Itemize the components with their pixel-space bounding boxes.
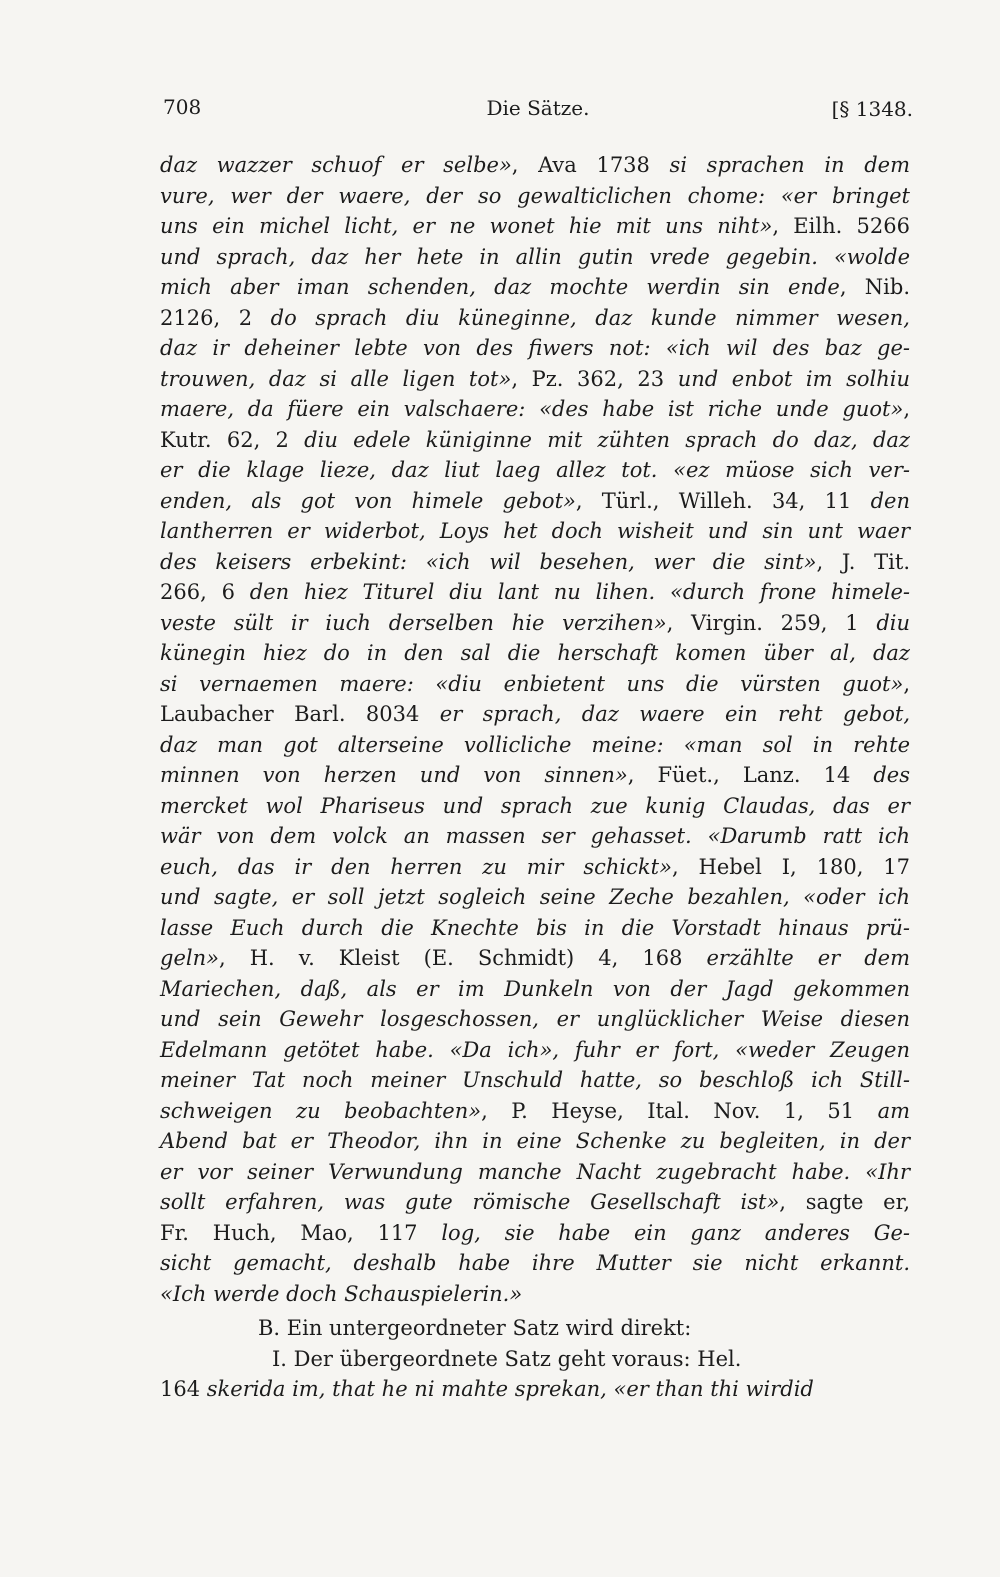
italic-text-segment: Edelmann getötet habe. «Da ich», fuhr er fort, «weder Zeugen <box>160 1037 910 1062</box>
roman-text-segment: , sagte er, <box>779 1190 910 1214</box>
roman-text-segment: B. Ein untergeordneter Satz wird direkt: <box>258 1316 692 1340</box>
roman-text-segment: , Türl., Willeh. 34, 11 <box>575 488 871 513</box>
body-text <box>160 150 910 1405</box>
text-line <box>160 1313 910 1344</box>
text-line <box>160 303 910 334</box>
italic-text-segment: Mariechen, daß, als er im Dunkeln von der Jagd gekommen <box>160 976 910 1001</box>
text-line <box>160 211 910 242</box>
text-line <box>160 760 910 791</box>
text-line <box>160 577 910 608</box>
text-line <box>160 943 910 974</box>
italic-text-segment: enden, als got von himele gebot» <box>160 488 576 513</box>
text-line <box>160 1279 910 1310</box>
text-line <box>160 1035 910 1066</box>
italic-text-segment: lantherren er widerbot, Loys het doch wisheit und sin unt waer <box>160 519 910 543</box>
running-title: Die Sätze. <box>486 96 590 120</box>
roman-text-segment: Kutr. 62, 2 <box>160 427 305 452</box>
text-line <box>160 669 910 700</box>
italic-text-segment: lasse Euch durch die Knechte bis in die Vorstadt hinaus prü- <box>160 915 910 940</box>
text-line <box>160 638 910 669</box>
italic-text-segment: daz ir deheiner lebte von des fiwers not: «ich wil des baz ge- <box>160 336 910 360</box>
page-header <box>163 95 913 129</box>
italic-text-segment: mich aber iman schenden, daz mochte werdin sin ende <box>160 275 840 299</box>
italic-text-segment: minnen von herzen und von sinnen» <box>160 763 628 787</box>
italic-text-segment: skerida im, that he ni mahte sprekan, «er than thi wirdid <box>206 1377 814 1401</box>
text-line <box>160 1218 910 1249</box>
text-line <box>160 608 910 639</box>
section-reference: [§ 1348. <box>831 97 913 121</box>
italic-text-segment: euch, das ir den herren zu mir schickt» <box>160 854 672 879</box>
roman-text-segment: , <box>903 397 910 421</box>
roman-text-segment: 266, 6 <box>160 580 250 604</box>
roman-text-segment: , Füet., Lanz. 14 <box>627 763 874 787</box>
text-line <box>160 791 910 822</box>
italic-text-segment: «Ich werde doch Schauspielerin.» <box>160 1281 523 1306</box>
roman-text-segment: Laubacher Barl. 8034 <box>160 702 440 726</box>
roman-text-segment: , Hebel I, 180, 17 <box>671 854 911 879</box>
text-line <box>160 913 910 944</box>
italic-text-segment: veste sült ir iuch derselben hie verzihen» <box>160 610 667 635</box>
italic-text-segment: künegin hiez do in den sal die herschaft komen über al, daz <box>160 641 910 665</box>
roman-text-segment: , Pz. 362, 23 <box>511 366 678 391</box>
italic-text-segment: den <box>870 488 910 513</box>
italic-text-segment: maere, da füere ein valschaere: «des habe ist riche unde guot» <box>160 397 904 421</box>
text-line <box>160 852 910 883</box>
italic-text-segment: meiner Tat noch meiner Unschuld hatte, so beschloß ich Still- <box>160 1068 910 1092</box>
italic-text-segment: und sagte, er soll jetzt sogleich seine Zeche bezahlen, «oder ich <box>160 885 910 909</box>
roman-text-segment: , Eilh. 5266 <box>772 214 911 238</box>
italic-text-segment: und sprach, daz her hete in allin gutin vrede gegebin. «wolde <box>160 244 910 269</box>
text-line <box>160 394 910 425</box>
text-line <box>160 1065 910 1096</box>
italic-text-segment: schweigen zu beobachten» <box>160 1098 482 1123</box>
text-line <box>160 1248 910 1279</box>
italic-text-segment: er die klage lieze, daz liut laeg allez tot. «ez müose sich ver- <box>160 458 910 482</box>
roman-text-segment: 2126, 2 <box>160 305 271 330</box>
roman-text-segment: 164 <box>160 1377 207 1401</box>
text-line <box>160 1374 910 1405</box>
text-line <box>160 547 910 578</box>
italic-text-segment: sicht gemacht, deshalb habe ihre Mutter sie nicht erkannt. <box>160 1251 910 1275</box>
text-line <box>160 1344 910 1375</box>
roman-text-segment: , <box>903 671 910 696</box>
italic-text-segment: am <box>877 1098 910 1123</box>
italic-text-segment: wär von dem volck an massen ser gehasset. «Darumb ratt ich <box>160 824 910 848</box>
text-line <box>160 974 910 1005</box>
text-line <box>160 181 910 212</box>
roman-text-segment: I. Der übergeordnete Satz geht voraus: Hel. <box>272 1346 742 1371</box>
roman-text-segment: , Virgin. 259, 1 <box>666 610 877 635</box>
italic-text-segment: den hiez Titurel diu lant nu lihen. «durch frone himele- <box>249 580 910 604</box>
text-line <box>160 699 910 730</box>
italic-text-segment: und sein Gewehr losgeschossen, er unglücklicher Weise diesen <box>160 1007 910 1031</box>
italic-text-segment: si sprachen in dem <box>669 153 911 177</box>
italic-text-segment: trouwen, daz si alle ligen tot» <box>160 366 512 391</box>
italic-text-segment: diu edele küniginne mit zühten sprach do daz, daz <box>304 427 910 452</box>
italic-text-segment: sollt erfahren, was gute römische Gesellschaft ist» <box>160 1190 780 1214</box>
italic-text-segment: uns ein michel licht, er ne wonet hie mit uns niht» <box>160 214 773 238</box>
italic-text-segment: des keisers erbekint: «ich wil besehen, wer die sint» <box>160 549 817 574</box>
roman-text-segment: , P. Heyse, Ital. Nov. 1, 51 <box>481 1098 878 1123</box>
italic-text-segment: Abend bat er Theodor, ihn in eine Schenke zu begleiten, in der <box>160 1129 910 1153</box>
roman-text-segment: Fr. Huch, Mao, 117 <box>160 1220 442 1245</box>
roman-text-segment: , H. v. Kleist (E. Schmidt) 4, 168 <box>218 946 707 970</box>
italic-text-segment: mercket wol Phariseus und sprach zue kunig Claudas, das er <box>160 793 910 818</box>
text-line <box>160 333 910 364</box>
text-line <box>160 364 910 395</box>
text-line <box>160 1157 910 1188</box>
roman-text-segment: , Ava 1738 <box>511 153 670 177</box>
italic-text-segment: erzählte er dem <box>706 946 910 970</box>
text-line <box>160 150 910 181</box>
page-number: 708 <box>163 95 202 119</box>
roman-text-segment: , J. Tit. <box>816 549 910 574</box>
text-line <box>160 272 910 303</box>
text-line <box>160 1187 910 1218</box>
italic-text-segment: daz man got alterseine vollicliche meine: «man sol in rehte <box>160 732 910 757</box>
text-line <box>160 730 910 761</box>
italic-text-segment: er sprach, daz waere ein reht gebot, <box>439 702 911 726</box>
text-line <box>160 242 910 273</box>
italic-text-segment: daz wazzer schuof er selbe» <box>160 153 512 177</box>
text-line <box>160 1126 910 1157</box>
italic-text-segment: do sprach diu küneginne, daz kunde nimmer wesen, <box>270 305 910 330</box>
text-line <box>160 882 910 913</box>
italic-text-segment: geln» <box>160 946 219 970</box>
italic-text-segment: des <box>873 763 911 787</box>
italic-text-segment: und enbot im solhiu <box>677 366 910 391</box>
text-line <box>160 1004 910 1035</box>
text-line <box>160 486 910 517</box>
italic-text-segment: diu <box>876 610 911 635</box>
text-line <box>160 455 910 486</box>
italic-text-segment: er vor seiner Verwundung manche Nacht zugebracht habe. «Ihr <box>160 1159 910 1184</box>
text-line <box>160 425 910 456</box>
roman-text-segment: , Nib. <box>839 275 910 299</box>
text-line <box>160 821 910 852</box>
text-line <box>160 1096 910 1127</box>
italic-text-segment: vure, wer der waere, der so gewalticlichen chome: «er bringet <box>160 183 910 208</box>
italic-text-segment: log, sie habe ein ganz anderes Ge- <box>441 1220 911 1245</box>
text-line <box>160 516 910 547</box>
italic-text-segment: si vernaemen maere: «diu enbietent uns die vürsten guot» <box>160 671 904 696</box>
